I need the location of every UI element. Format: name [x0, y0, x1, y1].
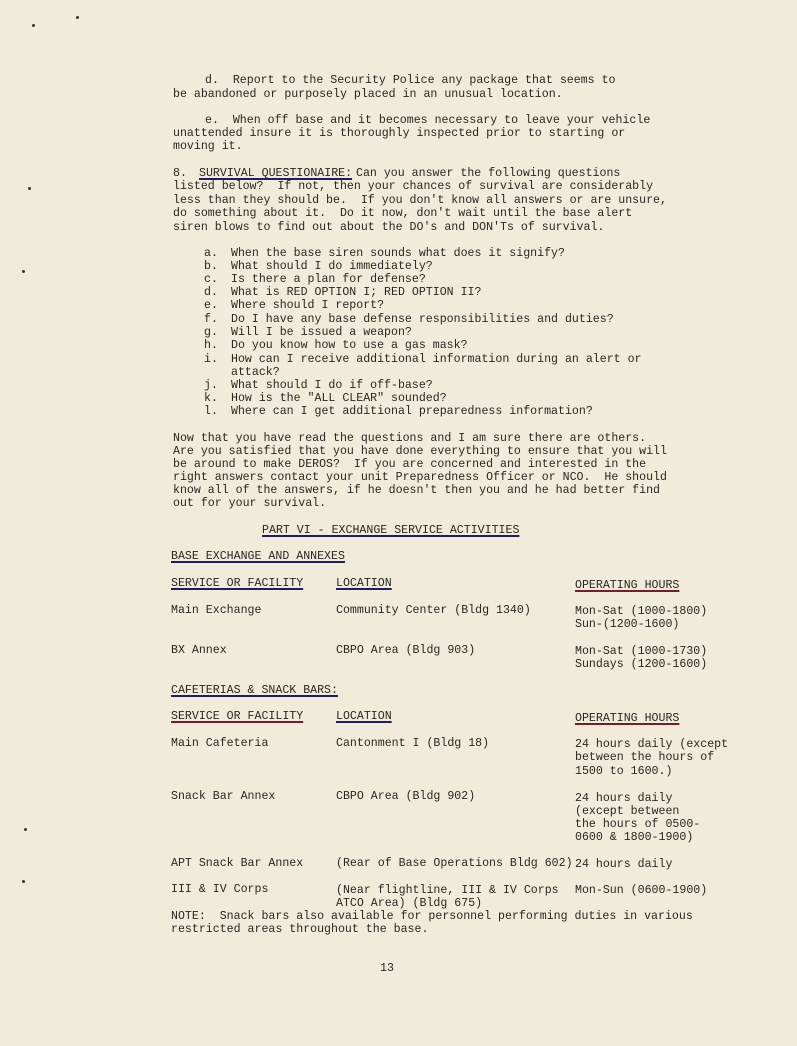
cafe-hours: (except between [575, 805, 680, 818]
cafe-col-location: LOCATION [336, 710, 392, 723]
section-8-number: 8. [173, 167, 187, 180]
closing-line: be around to make DEROS? If you are concerned and interested in the [173, 458, 647, 471]
question-text: Where should I report? [231, 299, 385, 312]
cafe-hours: 1500 to 1600.) [575, 765, 673, 778]
closing-line: out for your survival. [173, 497, 327, 510]
para-e-line: unattended insure it is thoroughly inspected prior to starting or [173, 127, 626, 140]
section-8-line: siren blows to find out about the DO's and DON'Ts of survival. [173, 221, 605, 234]
para-e-line: moving it. [173, 140, 243, 153]
closing-line: know all of the answers, if he doesn't then you and he had better find [173, 484, 661, 497]
cafe-service: APT Snack Bar Annex [171, 857, 304, 870]
question-letter: k. [204, 392, 218, 405]
section-8-line: do something about it. Do it now, don't wait until the base alert [173, 207, 633, 220]
bx-location: CBPO Area (Bldg 903) [336, 644, 476, 657]
section-8-line: Can you answer the following questions [356, 167, 621, 180]
cafe-location: (Near flightline, III & IV Corps [336, 884, 559, 897]
question-letter: e. [204, 299, 218, 312]
cafe-hours: Mon-Sun (0600-1900) [575, 884, 708, 897]
question-text: attack? [231, 366, 280, 379]
bx-service: Main Exchange [171, 604, 262, 617]
para-d-line: be abandoned or purposely placed in an unusual location. [173, 88, 563, 101]
question-letter: h. [204, 339, 218, 352]
margin-mark [22, 880, 25, 883]
bx-hours: Mon-Sat (1000-1800) [575, 605, 708, 618]
cafe-col-hours: OPERATING HOURS [575, 712, 680, 725]
bx-col-location: LOCATION [336, 577, 392, 590]
question-text: When the base siren sounds what does it signify? [231, 247, 565, 260]
cafe-hours: 0600 & 1800-1900) [575, 831, 694, 844]
bx-hours: Sundays (1200-1600) [575, 658, 708, 671]
bx-col-service: SERVICE OR FACILITY [171, 577, 304, 590]
bx-heading: BASE EXCHANGE AND ANNEXES [171, 550, 345, 563]
cafe-location: (Rear of Base Operations Bldg 602) [336, 857, 573, 870]
note-line: restricted areas throughout the base. [171, 923, 429, 936]
question-letter: l. [204, 405, 218, 418]
cafe-heading: CAFETERIAS & SNACK BARS: [171, 684, 338, 697]
cafe-service: Snack Bar Annex [171, 790, 276, 803]
cafe-hours: the hours of 0500- [575, 818, 701, 831]
bx-service: BX Annex [171, 644, 227, 657]
section-8-heading: SURVIVAL QUESTIONAIRE: [199, 167, 353, 180]
question-text: What should I do immediately? [231, 260, 433, 273]
cafe-hours: 24 hours daily [575, 858, 673, 871]
section-8-line: less than they should be. If you don't know all answers or are unsure, [173, 194, 667, 207]
closing-line: Now that you have read the questions and I am sure there are others. [173, 432, 647, 445]
cafe-service: Main Cafeteria [171, 737, 269, 750]
cafe-service: III & IV Corps [171, 883, 269, 896]
question-letter: g. [204, 326, 218, 339]
question-text: How can I receive additional information during an alert or [231, 353, 642, 366]
question-letter: d. [204, 286, 218, 299]
question-letter: c. [204, 273, 218, 286]
margin-mark [28, 187, 31, 190]
question-text: Where can I get additional preparedness information? [231, 405, 593, 418]
question-text: What is RED OPTION I; RED OPTION II? [231, 286, 482, 299]
bx-hours: Sun-(1200-1600) [575, 618, 680, 631]
question-text: Is there a plan for defense? [231, 273, 426, 286]
margin-mark [22, 270, 25, 273]
cafe-location: CBPO Area (Bldg 902) [336, 790, 476, 803]
question-text: How is the "ALL CLEAR" sounded? [231, 392, 447, 405]
part-heading: PART VI - EXCHANGE SERVICE ACTIVITIES [262, 524, 520, 537]
cafe-hours: 24 hours daily [575, 792, 673, 805]
page-number: 13 [380, 962, 394, 975]
bx-location: Community Center (Bldg 1340) [336, 604, 531, 617]
question-letter: i. [204, 353, 218, 366]
bx-col-hours: OPERATING HOURS [575, 579, 680, 592]
question-text: Do you know how to use a gas mask? [231, 339, 468, 352]
cafe-col-service: SERVICE OR FACILITY [171, 710, 304, 723]
para-e-line: e. When off base and it becomes necessary to leave your vehicle [205, 114, 651, 127]
note-line: NOTE: Snack bars also available for personnel performing duties in various [171, 910, 693, 923]
cafe-hours: 24 hours daily (except [575, 738, 729, 751]
section-8-line: listed below? If not, then your chances of survival are considerably [173, 180, 654, 193]
closing-line: right answers contact your unit Preparedness Officer or NCO. He should [173, 471, 667, 484]
bx-hours: Mon-Sat (1000-1730) [575, 645, 708, 658]
margin-mark [76, 16, 79, 19]
margin-mark [32, 24, 35, 27]
question-letter: b. [204, 260, 218, 273]
para-d-line: d. Report to the Security Police any package that seems to [205, 74, 616, 87]
question-text: Do I have any base defense responsibilities and duties? [231, 313, 614, 326]
question-letter: a. [204, 247, 218, 260]
margin-mark [24, 828, 27, 831]
question-letter: j. [204, 379, 218, 392]
cafe-hours: between the hours of [575, 751, 715, 764]
question-letter: f. [204, 313, 218, 326]
question-text: Will I be issued a weapon? [231, 326, 412, 339]
closing-line: Are you satisfied that you have done everything to ensure that you will [173, 445, 667, 458]
cafe-location: ATCO Area) (Bldg 675) [336, 897, 483, 910]
question-text: What should I do if off-base? [231, 379, 433, 392]
cafe-location: Cantonment I (Bldg 18) [336, 737, 490, 750]
